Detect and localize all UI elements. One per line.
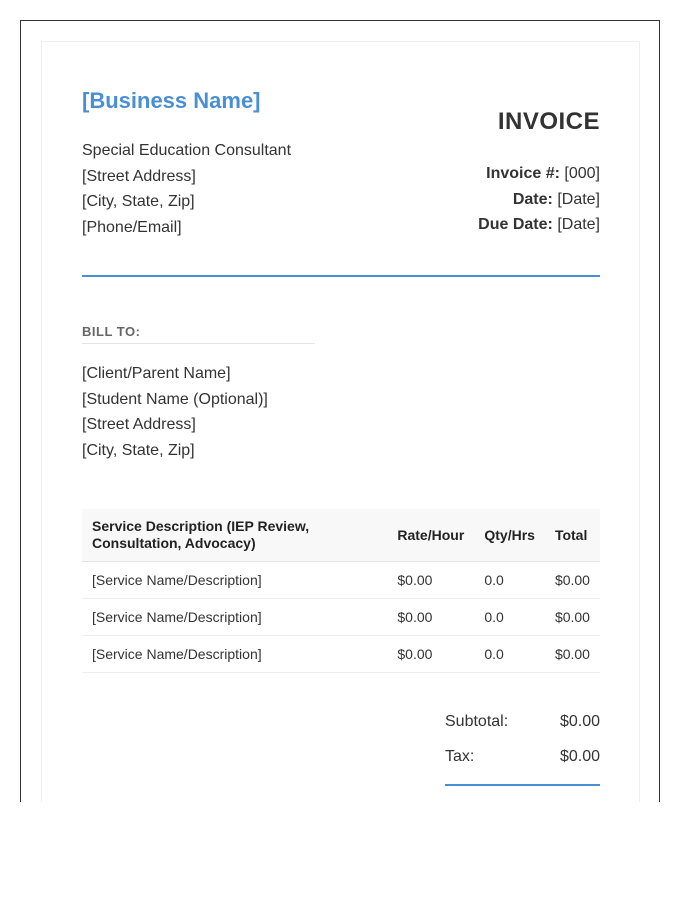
bill-to-block xyxy=(82,361,268,463)
bill-to-student: [Student Name (Optional)] xyxy=(82,390,268,408)
services-table xyxy=(82,509,600,673)
table-row xyxy=(82,599,600,636)
subtotal-row xyxy=(445,708,600,743)
totals-block xyxy=(445,708,600,778)
row-description: [Service Name/Description] xyxy=(82,636,387,673)
bill-to-underline xyxy=(82,343,315,344)
header-rate: Rate/Hour xyxy=(387,509,474,562)
bill-to-street: [Street Address] xyxy=(82,416,196,433)
subtotal-label: Subtotal: xyxy=(445,713,509,730)
subtotal-value: $0.00 xyxy=(559,713,600,730)
header-description: Service Description (IEP Review, Consultation, Advocacy) xyxy=(82,509,387,562)
table-header-row xyxy=(82,509,600,562)
row-total: $0.00 xyxy=(545,562,600,599)
row-total: $0.00 xyxy=(545,599,600,636)
table-row xyxy=(82,636,600,673)
invoice-number-label: Invoice #: xyxy=(486,165,560,182)
header-qty: Qty/Hrs xyxy=(474,509,545,562)
invoice-due-row xyxy=(478,212,600,238)
row-qty: 0.0 xyxy=(474,562,545,599)
business-street: [Street Address] xyxy=(82,167,196,185)
row-description: [Service Name/Description] xyxy=(82,562,387,599)
header-divider xyxy=(82,275,600,277)
invoice-due-value: [Date] xyxy=(557,216,600,233)
bill-to-city: [City, State, Zip] xyxy=(82,441,195,459)
tax-row xyxy=(445,743,600,778)
row-rate: $0.00 xyxy=(387,562,474,599)
bill-to-label: BILL TO: xyxy=(82,324,141,339)
business-city: [City, State, Zip] xyxy=(82,193,195,210)
invoice-title: INVOICE xyxy=(497,108,600,135)
row-description: [Service Name/Description] xyxy=(82,599,387,636)
invoice-date-label: Date: xyxy=(512,190,553,208)
header-total: Total xyxy=(545,509,600,562)
invoice-due-label: Due Date: xyxy=(478,216,553,233)
totals-divider xyxy=(445,784,600,786)
table-row xyxy=(82,562,600,599)
bill-to-client: [Client/Parent Name] xyxy=(82,365,231,382)
business-contact: [Phone/Email] xyxy=(82,218,182,236)
invoice-meta xyxy=(478,161,600,238)
invoice-date-value: [Date] xyxy=(557,190,600,208)
invoice-number-row xyxy=(478,161,600,187)
business-subtitle: Special Education Consultant xyxy=(82,142,292,159)
invoice-date-row xyxy=(478,187,600,213)
row-total: $0.00 xyxy=(545,636,600,673)
row-qty: 0.0 xyxy=(474,636,545,673)
business-address-block xyxy=(82,138,291,240)
tax-value: $0.00 xyxy=(559,748,600,765)
tax-label: Tax: xyxy=(445,748,475,765)
invoice-number-value: [000] xyxy=(564,165,600,182)
row-qty: 0.0 xyxy=(474,599,545,636)
row-rate: $0.00 xyxy=(387,636,474,673)
row-rate: $0.00 xyxy=(387,599,474,636)
business-name: [Business Name] xyxy=(82,88,261,113)
